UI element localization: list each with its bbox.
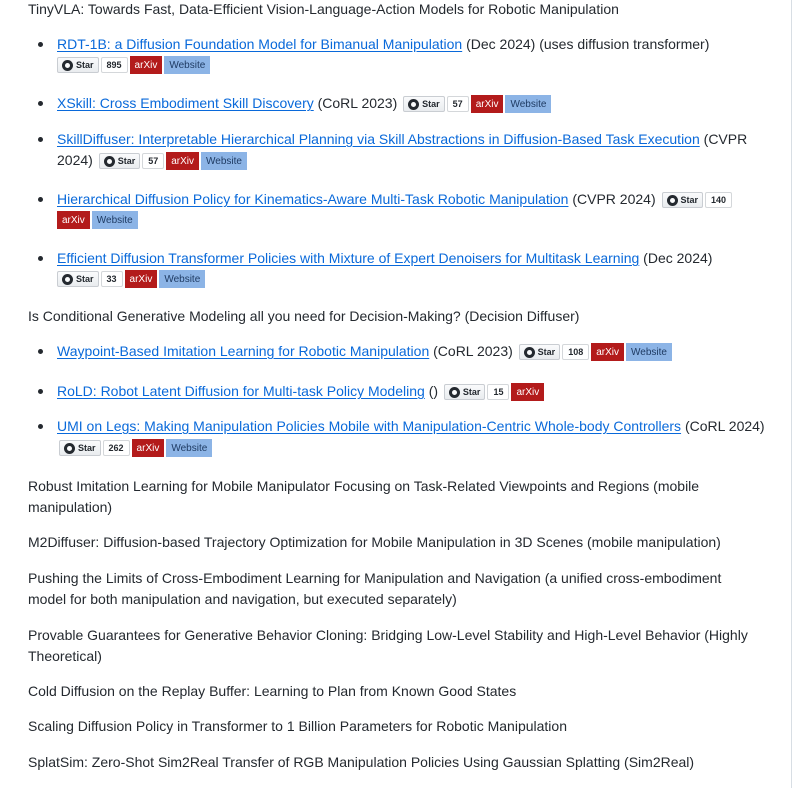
github-star-button[interactable]: Star [59, 440, 101, 456]
badge-row [57, 56, 777, 74]
star-count[interactable]: 108 [562, 344, 589, 360]
star-count[interactable]: 140 [705, 192, 732, 208]
github-star-button[interactable]: Star [99, 153, 141, 169]
paper-venue: (CoRL 2023) [317, 95, 398, 111]
badge-row [57, 270, 777, 288]
badge-row [662, 192, 733, 208]
website-badge[interactable]: Website [159, 270, 205, 288]
paper-venue: () [428, 383, 439, 399]
website-badge[interactable]: Website [164, 56, 210, 74]
star-count[interactable]: 895 [101, 57, 128, 73]
paper-link-waypoint[interactable]: Waypoint-Based Imitation Learning for Robotic Manipulation [57, 343, 430, 359]
list-item [57, 34, 777, 74]
star-count[interactable]: 15 [487, 384, 509, 400]
paper-list-1b [28, 93, 797, 114]
paper-link-skilldiffuser[interactable]: SkillDiffuser: Interpretable Hierarchical Planning via Skill Abstractions in Diffusion-Based Task Execution [57, 131, 700, 147]
list-item [57, 381, 797, 402]
paper-link-rdt-1b[interactable]: RDT-1B: a Diffusion Foundation Model for Bimanual Manipulation [57, 36, 463, 52]
paper-title-provable-guarantees: Provable Guarantees for Generative Behavior Cloning: Bridging Low-Level Stability and High-Level Behavior (Highly Theoretical) [28, 627, 748, 664]
list-item [57, 248, 777, 288]
github-icon [408, 99, 419, 110]
website-badge[interactable]: Website [201, 152, 247, 170]
website-badge[interactable]: Website [92, 211, 138, 229]
star-count[interactable]: 262 [103, 440, 130, 456]
badge-row [444, 383, 544, 401]
arxiv-badge[interactable]: arXiv [130, 56, 163, 74]
paper-link-rold[interactable]: RoLD: Robot Latent Diffusion for Multi-task Policy Modeling [57, 383, 425, 399]
arxiv-badge[interactable]: arXiv [166, 152, 199, 170]
github-star-button[interactable]: Star [57, 271, 99, 287]
paper-link-hierarchical-diffusion[interactable]: Hierarchical Diffusion Policy for Kinematics-Aware Multi-Task Robotic Manipulation [57, 191, 569, 207]
paper-title-cold-diffusion: Cold Diffusion on the Replay Buffer: Learning to Plan from Known Good States [28, 683, 517, 699]
paper-venue: (CVPR 2024) [57, 131, 748, 168]
paper-venue: (Dec 2024) [643, 250, 713, 266]
list-item [57, 129, 782, 171]
star-count[interactable]: 57 [447, 96, 469, 112]
website-badge[interactable]: Website [626, 343, 672, 361]
paper-title-splatsim: SplatSim: Zero-Shot Sim2Real Transfer of RGB Manipulation Policies Using Gaussian Splatting (Sim2Real) [28, 754, 695, 770]
paper-list-1d [28, 189, 777, 229]
badge-row [57, 211, 777, 229]
paper-venue: (CVPR 2024) [572, 191, 656, 207]
paper-link-xskill[interactable]: XSkill: Cross Embodiment Skill Discovery [57, 95, 314, 111]
section-title-decision-diffuser: Is Conditional Generative Modeling all you need for Decision-Making? (Decision Diffuser) [28, 308, 580, 324]
github-icon [62, 60, 73, 71]
list-item [57, 416, 782, 458]
paper-title-scaling-diffusion-policy: Scaling Diffusion Policy in Transformer to 1 Billion Parameters for Robotic Manipulation [28, 718, 567, 734]
badge-row [519, 343, 672, 361]
github-star-button[interactable]: Star [403, 96, 445, 112]
paper-list-1e [28, 248, 777, 288]
list-item [57, 93, 797, 114]
paper-venue: (CoRL 2024) [684, 418, 765, 434]
list-item [57, 341, 797, 362]
paper-title-robust-imitation: Robust Imitation Learning for Mobile Manipulator Focusing on Task-Related Viewpoints and Regions (mobile manipulation) [28, 478, 700, 515]
arxiv-badge[interactable]: arXiv [511, 383, 544, 401]
github-icon [104, 156, 115, 167]
github-icon [667, 195, 678, 206]
github-star-button[interactable]: Star [57, 57, 99, 73]
paper-list-2c [28, 416, 782, 458]
paper-list-1c [28, 129, 782, 171]
badge-row [99, 152, 247, 170]
paper-list-2 [28, 341, 797, 362]
github-icon [524, 347, 535, 358]
list-item [57, 189, 777, 229]
badge-row [403, 95, 551, 113]
arxiv-badge[interactable]: arXiv [591, 343, 624, 361]
star-count[interactable]: 33 [101, 271, 123, 287]
paper-title-m2diffuser: M2Diffuser: Diffusion-based Trajectory Optimization for Mobile Manipulation in 3D Scenes (mobile manipulation) [28, 534, 721, 550]
github-icon [64, 443, 75, 454]
github-star-button[interactable]: Star [444, 384, 486, 400]
paper-title-cross-embodiment: Pushing the Limits of Cross-Embodiment Learning for Manipulation and Navigation (a unified cross-embodiment model for both manipulation and navigation, but executed separately) [28, 570, 722, 607]
github-star-button[interactable]: Star [662, 192, 704, 208]
website-badge[interactable]: Website [166, 439, 212, 457]
arxiv-badge[interactable]: arXiv [57, 211, 90, 229]
paper-venue: (Dec 2024) (uses diffusion transformer) [466, 36, 710, 52]
website-badge[interactable]: Website [505, 95, 551, 113]
arxiv-badge[interactable]: arXiv [471, 95, 504, 113]
paper-list-2b [28, 381, 797, 402]
paper-list-1 [28, 34, 777, 74]
paper-link-umi-on-legs[interactable]: UMI on Legs: Making Manipulation Policies Mobile with Manipulation-Centric Whole-body Controllers [57, 418, 682, 434]
star-count[interactable]: 57 [142, 153, 164, 169]
github-icon [449, 387, 460, 398]
github-star-button[interactable]: Star [519, 344, 561, 360]
paper-venue: (CoRL 2023) [433, 343, 513, 359]
paper-link-efficient-diffusion-transformer[interactable]: Efficient Diffusion Transformer Policies with Mixture of Expert Denoisers for Multitask Learning [57, 250, 640, 266]
github-icon [62, 274, 73, 285]
arxiv-badge[interactable]: arXiv [132, 439, 165, 457]
section-title-tinyvla: TinyVLA: Towards Fast, Data-Efficient Vision-Language-Action Models for Robotic Manipulation [28, 1, 619, 17]
arxiv-badge[interactable]: arXiv [125, 270, 158, 288]
badge-row [59, 439, 212, 457]
